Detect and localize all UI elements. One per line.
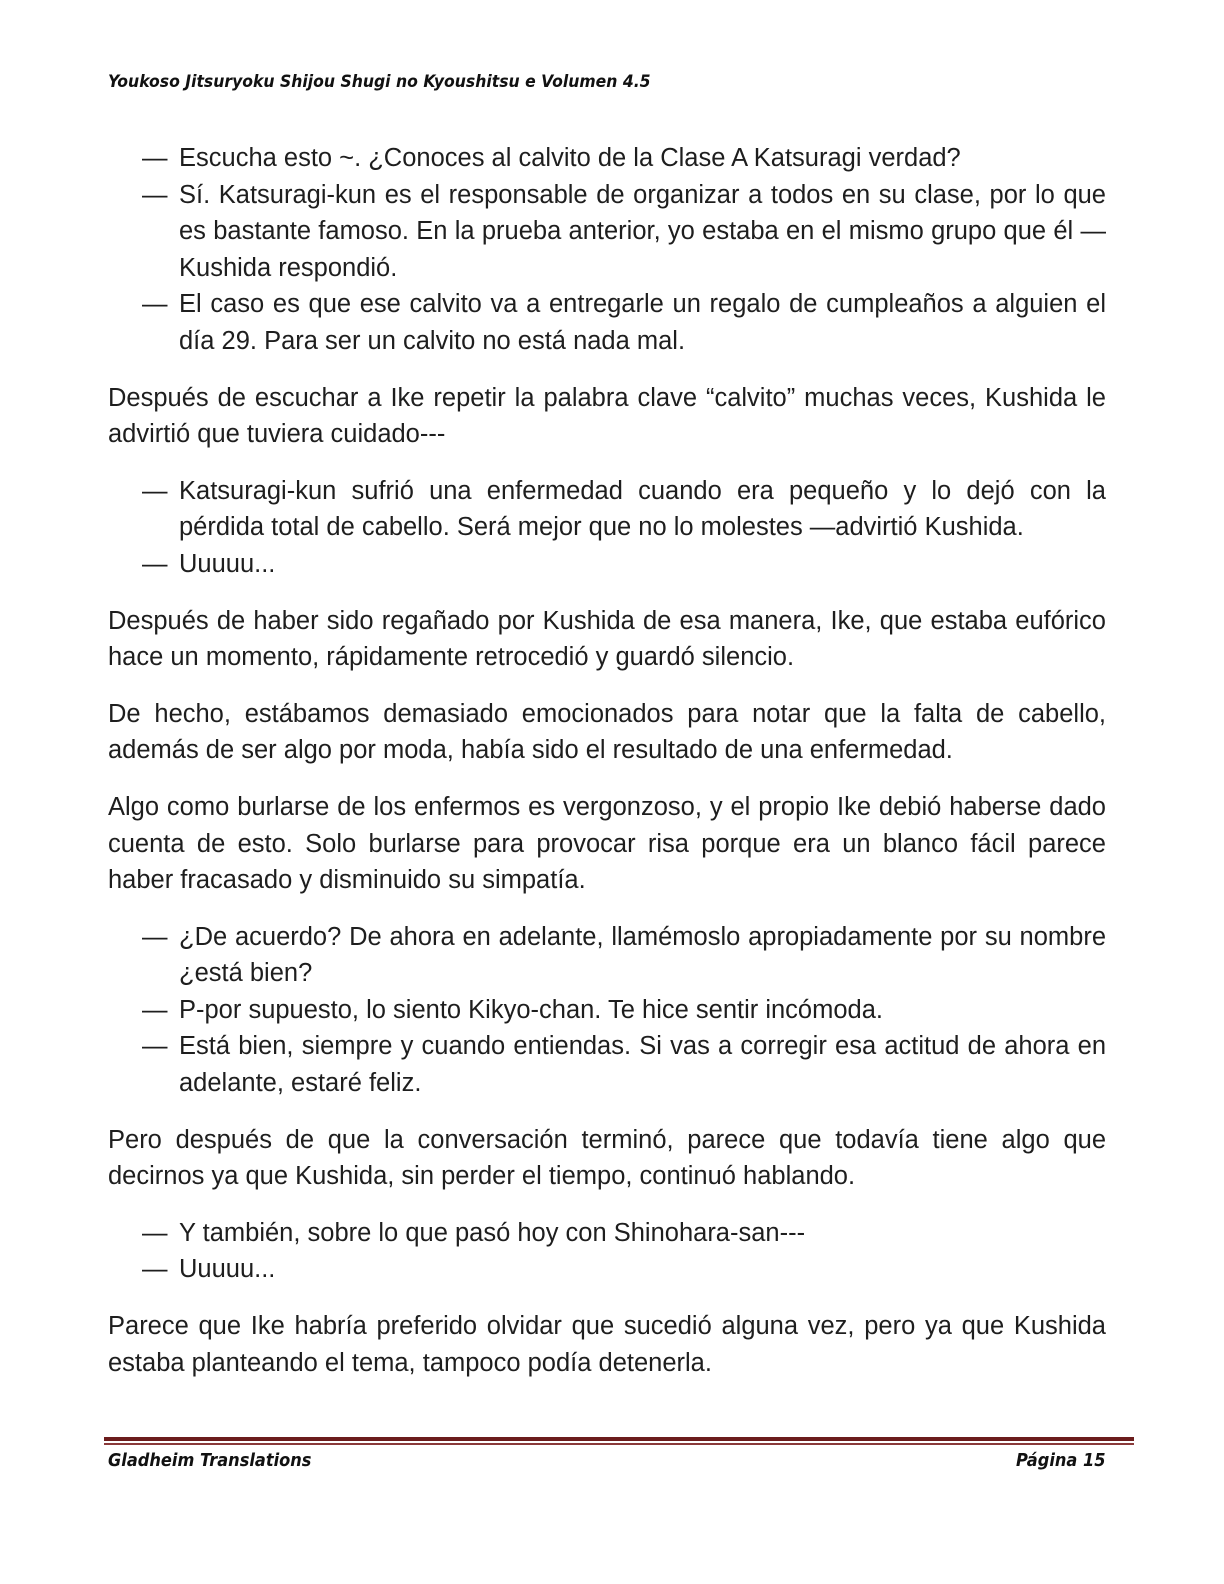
footer-credit: Gladheim Translations	[108, 1450, 312, 1471]
paragraph: Pero después de que la conversación terminó, parece que todavía tiene algo que decirnos ya que Kushida, sin perder el tiempo, continuó hablando.	[108, 1125, 1106, 1191]
dialogue-dash: —	[142, 1032, 168, 1061]
dialogue-line	[142, 546, 1106, 583]
page-body	[108, 140, 1106, 1381]
dialogue-line	[142, 919, 1106, 992]
dialogue-text: Está bien, siempre y cuando entiendas. Si vas a corregir esa actitud de ahora en adelante, estaré feliz.	[179, 1032, 1106, 1098]
dialogue-dash: —	[142, 180, 168, 209]
dialogue-text: El caso es que ese calvito va a entregarle un regalo de cumpleaños a alguien el día 29. Para ser un calvito no está nada mal.	[179, 290, 1106, 355]
dialogue-line	[142, 140, 1106, 177]
dialogue-dash: —	[142, 476, 168, 505]
dialogue-line	[142, 1215, 1106, 1252]
dialogue-text: Uuuuu...	[179, 1255, 276, 1284]
dialogue-dash: —	[142, 995, 168, 1024]
paragraph: Parece que Ike habría preferido olvidar que sucedió alguna vez, pero ya que Kushida estaba planteando el tema, tampoco podía detenerla.	[108, 1312, 1106, 1377]
dialogue-line	[142, 1028, 1106, 1101]
dialogue-text: ¿De acuerdo? De ahora en adelante, llamémoslo apropiadamente por su nombre ¿está bien?	[179, 922, 1106, 988]
dialogue-text: Uuuuu...	[179, 549, 276, 578]
dialogue-dash: —	[142, 1255, 168, 1284]
dialogue-text: Escucha esto ~. ¿Conoces al calvito de la Clase A Katsuragi verdad?	[179, 144, 961, 172]
dialogue-line	[142, 286, 1106, 359]
dialogue-dash: —	[142, 290, 168, 319]
dialogue-dash: —	[142, 144, 168, 172]
dialogue-text: Y también, sobre lo que pasó hoy con Shinohara-san---	[179, 1218, 806, 1247]
dialogue-dash: —	[142, 549, 168, 578]
page-number: Página 15	[1016, 1450, 1106, 1471]
dialogue-line	[142, 473, 1106, 546]
dialogue-text: Katsuragi-kun sufrió una enfermedad cuando era pequeño y lo dejó con la pérdida total de cabello. Será mejor que no lo molestes —advirtió Kushida.	[179, 476, 1106, 542]
page-header-title: Youkoso Jitsuryoku Shijou Shugi no Kyoushitsu e Volumen 4.5	[108, 72, 651, 92]
paragraph: De hecho, estábamos demasiado emocionados para notar que la falta de cabello, además de ser algo por moda, había sido el resultado de una enfermedad.	[108, 699, 1106, 765]
paragraph: Después de escuchar a Ike repetir la palabra clave “calvito” muchas veces, Kushida le advirtió que tuviera cuidado---	[108, 383, 1106, 449]
dialogue-dash: —	[142, 922, 168, 951]
dialogue-text: P-por supuesto, lo siento Kikyo-chan. Te hice sentir incómoda.	[179, 995, 883, 1024]
paragraph: Algo como burlarse de los enfermos es vergonzoso, y el propio Ike debió haberse dado cuenta de esto. Solo burlarse para provocar risa porque era un blanco fácil parece haber fracasado y disminuido su simpatía.	[108, 792, 1106, 895]
paragraph: Después de haber sido regañado por Kushida de esa manera, Ike, que estaba eufórico hace un momento, rápidamente retrocedió y guardó silencio.	[108, 606, 1106, 672]
dialogue-dash: —	[142, 1218, 168, 1247]
dialogue-text: Sí. Katsuragi-kun es el responsable de organizar a todos en su clase, por lo que es bastante famoso. En la prueba anterior, yo estaba en el mismo grupo que él —Kushida respondió.	[179, 180, 1106, 282]
footer-divider-thin	[104, 1443, 1134, 1445]
dialogue-line	[142, 177, 1106, 287]
dialogue-line	[142, 1251, 1106, 1288]
footer-divider	[104, 1437, 1134, 1441]
dialogue-line	[142, 992, 1106, 1029]
